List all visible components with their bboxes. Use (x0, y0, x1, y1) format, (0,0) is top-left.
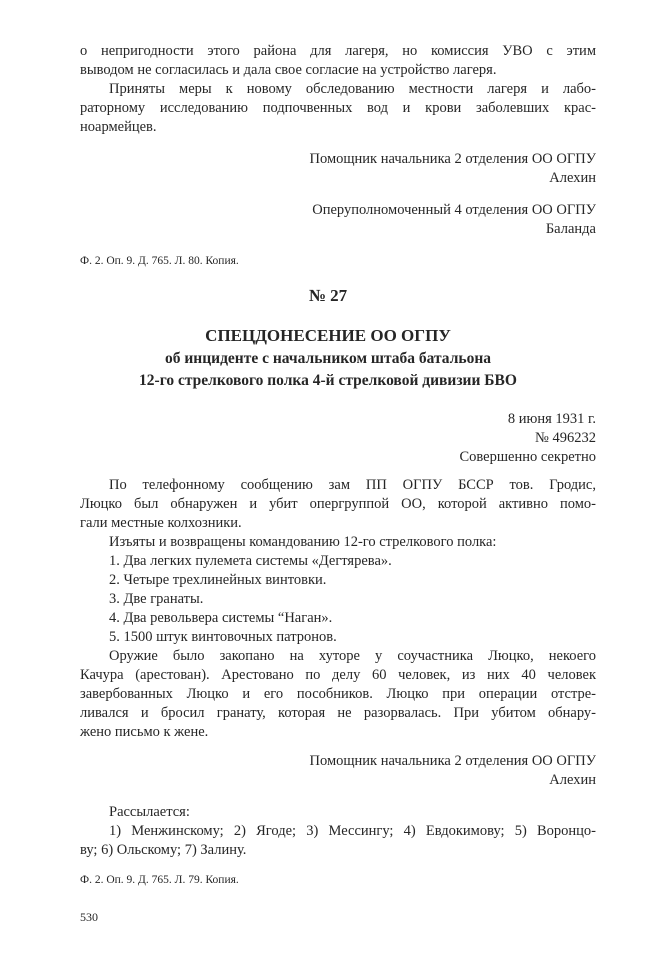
signature-title: Помощник начальника 2 отделения ОО ОГПУ (309, 151, 596, 167)
signature-name: Алехин (549, 772, 596, 788)
secrecy-stamp: Совершенно секретно (459, 449, 596, 465)
paragraph-line: выводом не согласилась и дала свое согласие на устройство лагеря. (80, 62, 497, 78)
distribution-line: 1) Менжинскому; 2) Ягоде; 3) Мессингу; 4) Евдокимову; 5) Воронцо- (109, 823, 596, 839)
list-item: 4. Два револьвера системы “Наган». (109, 610, 333, 626)
list-item: 3. Две гранаты. (109, 591, 204, 607)
paragraph-line: ливался и бросил гранату, которая не разорвалась. При убитом обнару- (80, 705, 596, 721)
archive-source: Ф. 2. Оп. 9. Д. 765. Л. 79. Копия. (80, 874, 239, 886)
paragraph-line: Приняты меры к новому обследованию местности лагеря и лабо- (109, 81, 596, 97)
distribution-line: ву; 6) Ольскому; 7) Залину. (80, 842, 247, 858)
paragraph-line: ноармейцев. (80, 119, 157, 135)
document-reg-number: № 496232 (535, 430, 596, 446)
signature-title: Оперуполномоченный 4 отделения ОО ОГПУ (312, 202, 596, 218)
document-date: 8 июня 1931 г. (507, 411, 596, 427)
distribution-label: Рассылается: (109, 804, 190, 820)
paragraph-line: По телефонному сообщению зам ПП ОГПУ БССР тов. Гродис, (109, 477, 596, 493)
paragraph-line: Качура (арестован). Арестовано по делу 60 человек, из них 40 человек (80, 667, 596, 683)
document-title: СПЕЦДОНЕСЕНИЕ ОО ОГПУ (205, 326, 451, 345)
paragraph-line: Оружие было закопано на хуторе у соучастника Люцко, некоего (109, 648, 596, 664)
paragraph-line: о непригодности этого района для лагеря, но комиссия УВО с этим (80, 43, 596, 59)
archive-source: Ф. 2. Оп. 9. Д. 765. Л. 80. Копия. (80, 255, 239, 267)
document-number: № 27 (308, 286, 348, 305)
signature-name: Алехин (549, 170, 596, 186)
paragraph-line: жено письмо к жене. (80, 724, 209, 740)
document-subtitle: об инциденте с начальником штаба батальона (164, 350, 492, 367)
paragraph-line: Люцко был обнаружен и убит опергруппой ОО, которой активно помо- (80, 496, 596, 512)
list-item: 2. Четыре трехлинейных винтовки. (109, 572, 327, 588)
document-subtitle: 12-го стрелкового полка 4-й стрелковой дивизии БВО (139, 372, 517, 389)
list-item: 1. Два легких пулемета системы «Дегтярева». (109, 553, 392, 569)
paragraph-line: Изъяты и возвращены командованию 12-го стрелкового полка: (109, 534, 497, 550)
list-item: 5. 1500 штук винтовочных патронов. (109, 629, 337, 645)
paragraph-line: раторному исследованию подпочвенных вод и крови заболевших крас- (80, 100, 596, 116)
page-number: 530 (80, 910, 98, 924)
signature-title: Помощник начальника 2 отделения ОО ОГПУ (309, 753, 596, 769)
signature-name: Баланда (545, 221, 596, 237)
paragraph-line: завербованных Люцко и его пособников. Люцко при операции отстре- (80, 686, 596, 702)
paragraph-line: гали местные колхозники. (80, 515, 242, 531)
